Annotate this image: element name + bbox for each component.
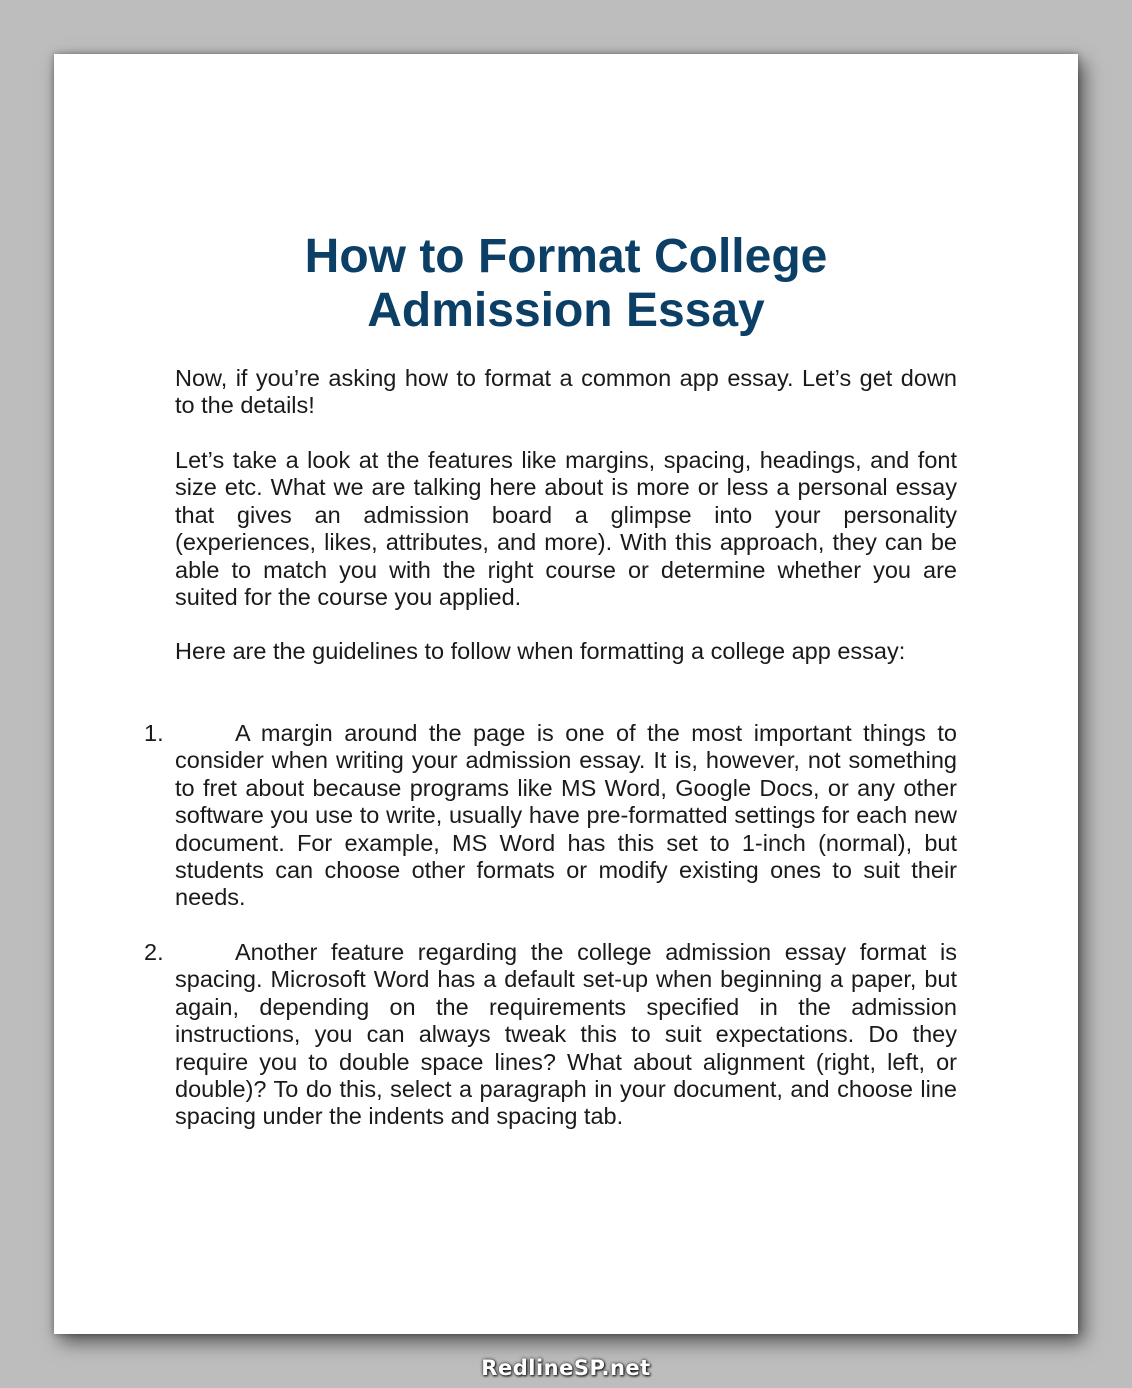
document-page [54, 54, 1078, 1334]
site-watermark: RedlineSP.net [481, 1356, 651, 1380]
list-item-number: 2. [144, 939, 164, 965]
list-item-spacing: Another feature regarding the college admission essay format is spacing. Microsoft Word has a default set-up when beginning a paper, but again, depending on the requirements specified in the admission instructions, you can always tweak this to suit expectations. Do they require you to double space lines? What about alignment (right, left, or double)? To do this, select a paragraph in your document, and choose line spacing under the indents and spacing tab. [175, 939, 957, 1130]
list-item-margins: A margin around the page is one of the most important things to consider when writing your admission essay. It is, however, not something to fret about because programs like MS Word, Google Docs, or any other software you use to write, usually have pre-formatted settings for each new document. For example, MS Word has this set to 1-inch (normal), but students can choose other formats or modify existing ones to suit their needs. [175, 720, 957, 911]
list-item-number: 1. [144, 720, 164, 746]
document-title [54, 230, 1078, 338]
document-title-line-1: How to Format College [304, 230, 828, 283]
features-paragraph: Let’s take a look at the features like margins, spacing, headings, and font size etc. What we are talking here about is more or less a personal essay that gives an admission board a glimpse into your personality (experiences, likes, attributes, and more). With this approach, they can be able to match you with the right course or determine whether you are suited for the course you applied. [175, 447, 957, 611]
document-title-line-2: Admission Essay [367, 284, 765, 337]
guidelines-paragraph: Here are the guidelines to follow when formatting a college app essay: [175, 638, 906, 664]
intro-paragraph: Now, if you’re asking how to format a common app essay. Let’s get down to the details! [175, 365, 957, 419]
